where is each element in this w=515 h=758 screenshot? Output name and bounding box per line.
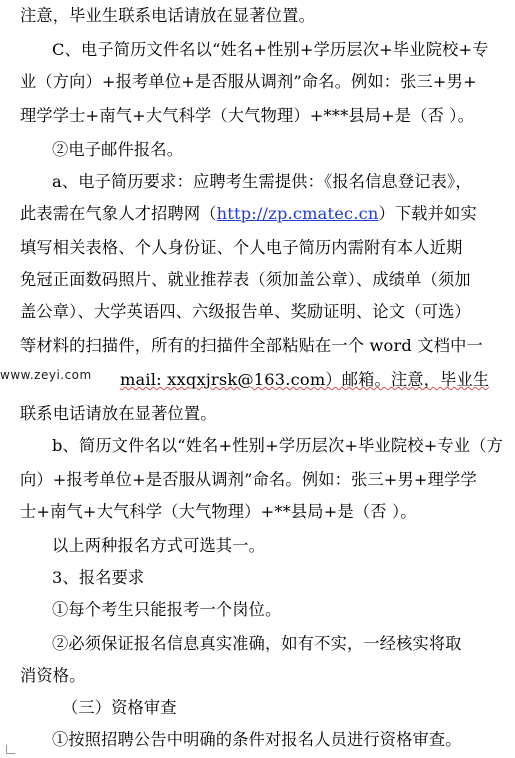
- text-line: 向）+报考单位+是否服从调剂”命名。例如：张三+男+理学学: [20, 470, 477, 489]
- text-line: ①按照招聘公告中明确的条件对报名人员进行资格审查。: [52, 730, 462, 749]
- text-line: 业（方向）+报考单位+是否服从调剂”命名。例如：张三+男+: [20, 72, 477, 91]
- text-line: C、电子简历文件名以“姓名+性别+学历层次+毕业院校+专: [52, 40, 489, 59]
- section-heading: 3、报名要求: [52, 568, 145, 587]
- text-line: [120, 370, 498, 390]
- text-line: ②必须保证报名信息真实准确，如有不实，一经核实将取: [52, 634, 462, 653]
- text-line: b、简历文件名以“姓名+性别+学历层次+毕业院校+专业（方: [52, 436, 504, 455]
- margin-corner-mark: [6, 745, 15, 754]
- text-line: 等材料的扫描件，所有的扫描件全部粘贴在一个 word 文档中一: [20, 336, 483, 355]
- text-line: 联系电话请放在显著位置。: [20, 404, 217, 423]
- watermark-overlay: www.zeyi.com: [0, 368, 92, 382]
- text-line: 免冠正面数码照片、就业推荐表（须加盖公章）、成绩单（须加: [20, 270, 471, 289]
- section-heading: （三）资格审查: [62, 698, 177, 717]
- text-line: 士+南气+大气科学（大气物理）+**县局+是（否 ）。: [20, 502, 417, 521]
- text-line: 盖公章）、大学英语四、六级报告单、奖励证明、论文（可选）: [20, 302, 471, 321]
- text-line: 理学学士+南气+大气科学（大气物理）+***县局+是（否 ）。: [20, 106, 475, 125]
- recruitment-site-link[interactable]: http://zp.cmatec.cn: [216, 204, 379, 223]
- email-address[interactable]: mail: xxqxjrsk@163.com）邮箱。注意，毕业生: [120, 370, 490, 389]
- text-line: ①每个考生只能报考一个岗位。: [52, 600, 282, 619]
- text-line: 消资格。: [20, 666, 86, 685]
- text-line: 填写相关表格、个人身份证、个人电子简历内需附有本人近期: [20, 238, 463, 257]
- text-segment: ）下载并如实: [378, 204, 477, 223]
- text-line: [20, 204, 498, 224]
- text-line: 以上两种报名方式可选其一。: [52, 536, 266, 555]
- text-line: 注意，毕业生联系电话请放在显著位置。: [20, 6, 315, 25]
- text-line: ②电子邮件报名。: [52, 140, 184, 159]
- text-line: a、电子简历要求：应聘考生需提供：《报名信息登记表》，: [52, 172, 472, 191]
- text-segment: 此表需在气象人才招聘网（: [20, 204, 217, 223]
